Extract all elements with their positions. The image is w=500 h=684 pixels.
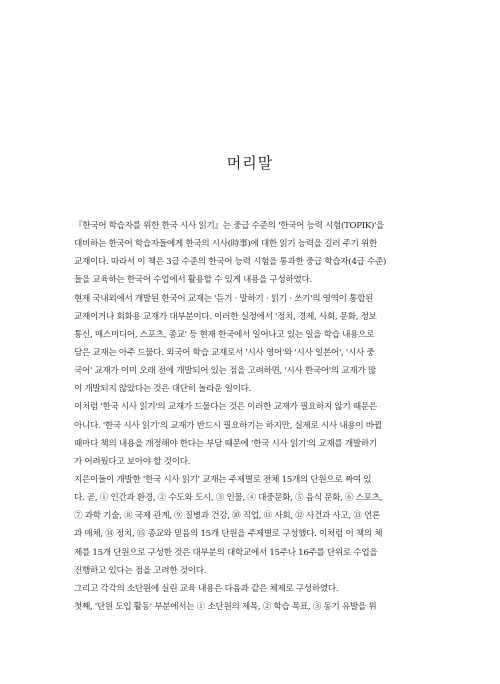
text-line: 이처럼 '한국 시사 읽기'의 교재가 드물다는 것은 이러한 교재가 필요하지 않기 때문은 — [74, 402, 377, 413]
text-line: 다. 곧, ① 인간과 환경, ② 수도와 도시, ③ 인물, ④ 대중문화, ⑤ 음식 문화, ⑥ 스포츠, — [74, 493, 383, 504]
text-line: 지은이들이 개발한 '한국 시사 읽기' 교재는 주제별로 전체 15개의 단원으로 짜여 있 — [74, 474, 372, 485]
text-line: 그리고 각각의 소단원에 실린 교육 내용은 다음과 같은 체제로 구성하였다. — [74, 583, 339, 594]
text-line: 교재이거나 회화용 교재가 대부분이다. 이러한 실정에서 '정치, 경제, 사회, 문화, 정보 — [74, 311, 377, 322]
text-line: 진행하고 있다는 점을 고려한 것이다. — [74, 565, 207, 576]
text-line: 과 매체, ⑭ 정치, ⑮ 종교와 믿음의 15개 단원을 주제별로 구성했다. 이처럼 이 책의 체 — [74, 529, 383, 540]
text-line: 첫째, '단원 도입 활동' 부분에서는 ① 소단원의 제목, ② 학습 목표, ③ 동기 유발을 위 — [74, 601, 377, 612]
text-line: 『한국어 학습자를 위한 한국 시사 읽기』는 중급 수준의 '한국어 능력 시험(TOPIK)'을 — [74, 221, 385, 231]
text-line: 이 개발되지 않았다는 것은 대단히 놀라운 일이다. — [74, 384, 252, 395]
text-line: 들을 교육하는 한국어 수업에서 활용할 수 있게 내용을 구성하였다. — [74, 275, 312, 286]
preface-body — [74, 217, 426, 616]
text-line: ⑦ 과학 기술, ⑧ 국제 관계, ⑨ 질병과 건강, ⑩ 직업, ⑪ 사회, ⑫ 사건과 사고, ⑬ 언론 — [74, 511, 381, 522]
text-line: 국어' 교재가 이미 오래 전에 개발되어 있는 점을 고려하면, '시사 한국어'의 교재가 많 — [74, 366, 376, 377]
text-line: 대비하는 한국어 학습자들에게 한국의 시사(時事)에 대한 읽기 능력을 길러 주기 위한 — [74, 239, 378, 250]
text-line: 제를 15개 단원으로 구성한 것은 대부분의 대학교에서 15주나 16주를 단위로 수업을 — [74, 547, 378, 558]
page-title: 머리말 — [226, 154, 274, 172]
text-line: 담은 교재는 아주 드물다. 외국어 학습 교재로서 '시사 영어'와 '시사 일본어', '시사 중 — [74, 347, 375, 358]
text-line: 가 어려웠다고 보아야 할 것이다. — [74, 456, 191, 467]
text-line: 현재 국내외에서 개발된 한국어 교재는 '듣기 · 말하기 · 읽기 · 쓰기'의 영역이 통합된 — [74, 293, 374, 304]
text-line: 교재이다. 따라서 이 책은 3급 수준의 한국어 능력 시험을 통과한 중급 학습자(4급 수준) — [74, 257, 387, 268]
text-line: 통신, 매스미디어, 스포츠, 종교' 등 현재 한국에서 일어나고 있는 일을 학습 내용으로 — [74, 329, 375, 340]
text-line: 때마다 책의 내용을 개정해야 한다는 부담 때문에 '한국 시사 읽기'의 교재를 개발하기 — [74, 438, 377, 449]
text-line: 아니다. '한국 시사 읽기'의 교재가 반드시 필요하기는 하지만, 실제로 시사 내용이 바뀔 — [74, 420, 382, 431]
